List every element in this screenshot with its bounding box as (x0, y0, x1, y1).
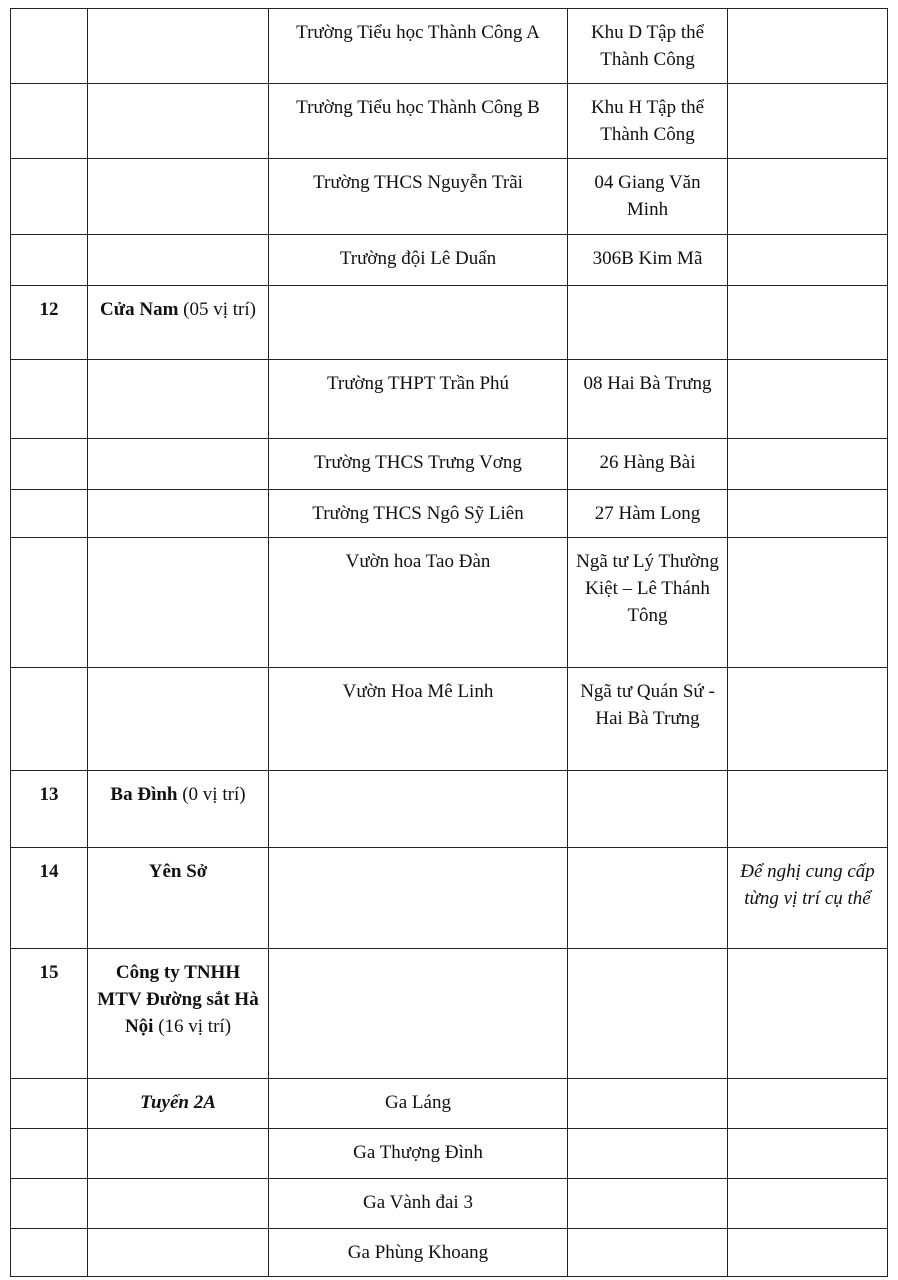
table-row (11, 9, 888, 84)
table-row (11, 949, 888, 1079)
stt-cell (11, 439, 88, 490)
table-row (11, 1079, 888, 1129)
stt-cell (11, 1229, 88, 1277)
location-cell: Trường Tiểu học Thành Công B (269, 84, 568, 159)
table-row (11, 235, 888, 286)
unit-cell (88, 286, 269, 360)
unit-cell (88, 439, 269, 490)
stt-cell (11, 235, 88, 286)
stt-cell (11, 84, 88, 159)
address-cell (568, 286, 728, 360)
address-cell (568, 771, 728, 848)
note-cell: Để nghị cung cấp từng vị trí cụ thể (728, 848, 888, 949)
location-cell (269, 949, 568, 1079)
unit-cell (88, 1129, 269, 1179)
address-cell (568, 848, 728, 949)
unit-cell (88, 949, 269, 1079)
note-cell (728, 360, 888, 439)
note-cell (728, 235, 888, 286)
stt-cell: 14 (11, 848, 88, 949)
stt-cell: 13 (11, 771, 88, 848)
note-cell (728, 9, 888, 84)
address-cell (568, 1179, 728, 1229)
address-cell: 27 Hàm Long (568, 490, 728, 538)
unit-cell (88, 1079, 269, 1129)
stt-cell (11, 668, 88, 771)
unit-cell (88, 159, 269, 235)
address-cell (568, 949, 728, 1079)
location-cell: Vườn hoa Tao Đàn (269, 538, 568, 668)
location-cell: Vườn Hoa Mê Linh (269, 668, 568, 771)
location-cell: Trường THCS Nguyễn Trãi (269, 159, 568, 235)
location-cell (269, 848, 568, 949)
address-cell: 26 Hàng Bài (568, 439, 728, 490)
note-cell (728, 84, 888, 159)
location-cell: Ga Vành đai 3 (269, 1179, 568, 1229)
location-cell: Trường Tiểu học Thành Công A (269, 9, 568, 84)
location-cell (269, 771, 568, 848)
stt-cell (11, 159, 88, 235)
unit-cell (88, 490, 269, 538)
unit-cell (88, 1229, 269, 1277)
location-cell: Trường THPT Trần Phú (269, 360, 568, 439)
unit-rest: (16 vị trí) (153, 1016, 232, 1037)
table-row (11, 538, 888, 668)
table-row (11, 848, 888, 949)
note-cell (728, 439, 888, 490)
address-cell: Khu D Tập thể Thành Công (568, 9, 728, 84)
locations-table (10, 8, 888, 1277)
location-cell: Trường đội Lê Duẩn (269, 235, 568, 286)
table-row (11, 490, 888, 538)
unit-bold: Yên Sở (148, 861, 208, 882)
unit-cell (88, 848, 269, 949)
table-row (11, 1179, 888, 1229)
unit-bold: Ba Đình (110, 784, 178, 805)
note-cell (728, 949, 888, 1079)
note-cell (728, 1079, 888, 1129)
table-row (11, 1229, 888, 1277)
address-cell (568, 1129, 728, 1179)
stt-cell: 12 (11, 286, 88, 360)
location-cell (269, 286, 568, 360)
unit-cell (88, 538, 269, 668)
stt-cell: 15 (11, 949, 88, 1079)
table-row (11, 439, 888, 490)
location-cell: Trường THCS Ngô Sỹ Liên (269, 490, 568, 538)
note-cell (728, 668, 888, 771)
unit-cell (88, 9, 269, 84)
note-cell (728, 1129, 888, 1179)
address-cell: Khu H Tập thể Thành Công (568, 84, 728, 159)
note-cell (728, 538, 888, 668)
address-cell (568, 1079, 728, 1129)
location-cell: Ga Láng (269, 1079, 568, 1129)
table-row (11, 1129, 888, 1179)
note-cell (728, 1179, 888, 1229)
address-cell: 306B Kim Mã (568, 235, 728, 286)
table-row (11, 286, 888, 360)
address-cell (568, 1229, 728, 1277)
location-cell: Trường THCS Trưng Vơng (269, 439, 568, 490)
unit-cell (88, 235, 269, 286)
unit-cell (88, 668, 269, 771)
stt-cell (11, 9, 88, 84)
table-row (11, 159, 888, 235)
note-cell (728, 159, 888, 235)
stt-cell (11, 1079, 88, 1129)
note-cell (728, 286, 888, 360)
stt-cell (11, 490, 88, 538)
note-cell (728, 771, 888, 848)
unit-italic: Tuyến 2A (140, 1092, 216, 1113)
unit-rest: (05 vị trí) (178, 299, 256, 320)
stt-cell (11, 538, 88, 668)
note-cell (728, 490, 888, 538)
table-row (11, 360, 888, 439)
location-cell: Ga Phùng Khoang (269, 1229, 568, 1277)
address-cell: 04 Giang Văn Minh (568, 159, 728, 235)
unit-cell (88, 84, 269, 159)
table-row (11, 668, 888, 771)
unit-cell (88, 1179, 269, 1229)
location-cell: Ga Thượng Đình (269, 1129, 568, 1179)
address-cell: Ngã tư Lý Thường Kiệt – Lê Thánh Tông (568, 538, 728, 668)
address-cell: Ngã tư Quán Sứ - Hai Bà Trưng (568, 668, 728, 771)
unit-cell (88, 360, 269, 439)
note-cell (728, 1229, 888, 1277)
table-row (11, 771, 888, 848)
table-row (11, 84, 888, 159)
stt-cell (11, 360, 88, 439)
address-cell: 08 Hai Bà Trưng (568, 360, 728, 439)
unit-bold: Công ty TNHH MTV Đường sắt Hà Nội (97, 962, 259, 1037)
unit-rest: (0 vị trí) (177, 784, 246, 805)
stt-cell (11, 1129, 88, 1179)
unit-bold: Cửa Nam (100, 299, 179, 320)
unit-cell (88, 771, 269, 848)
stt-cell (11, 1179, 88, 1229)
